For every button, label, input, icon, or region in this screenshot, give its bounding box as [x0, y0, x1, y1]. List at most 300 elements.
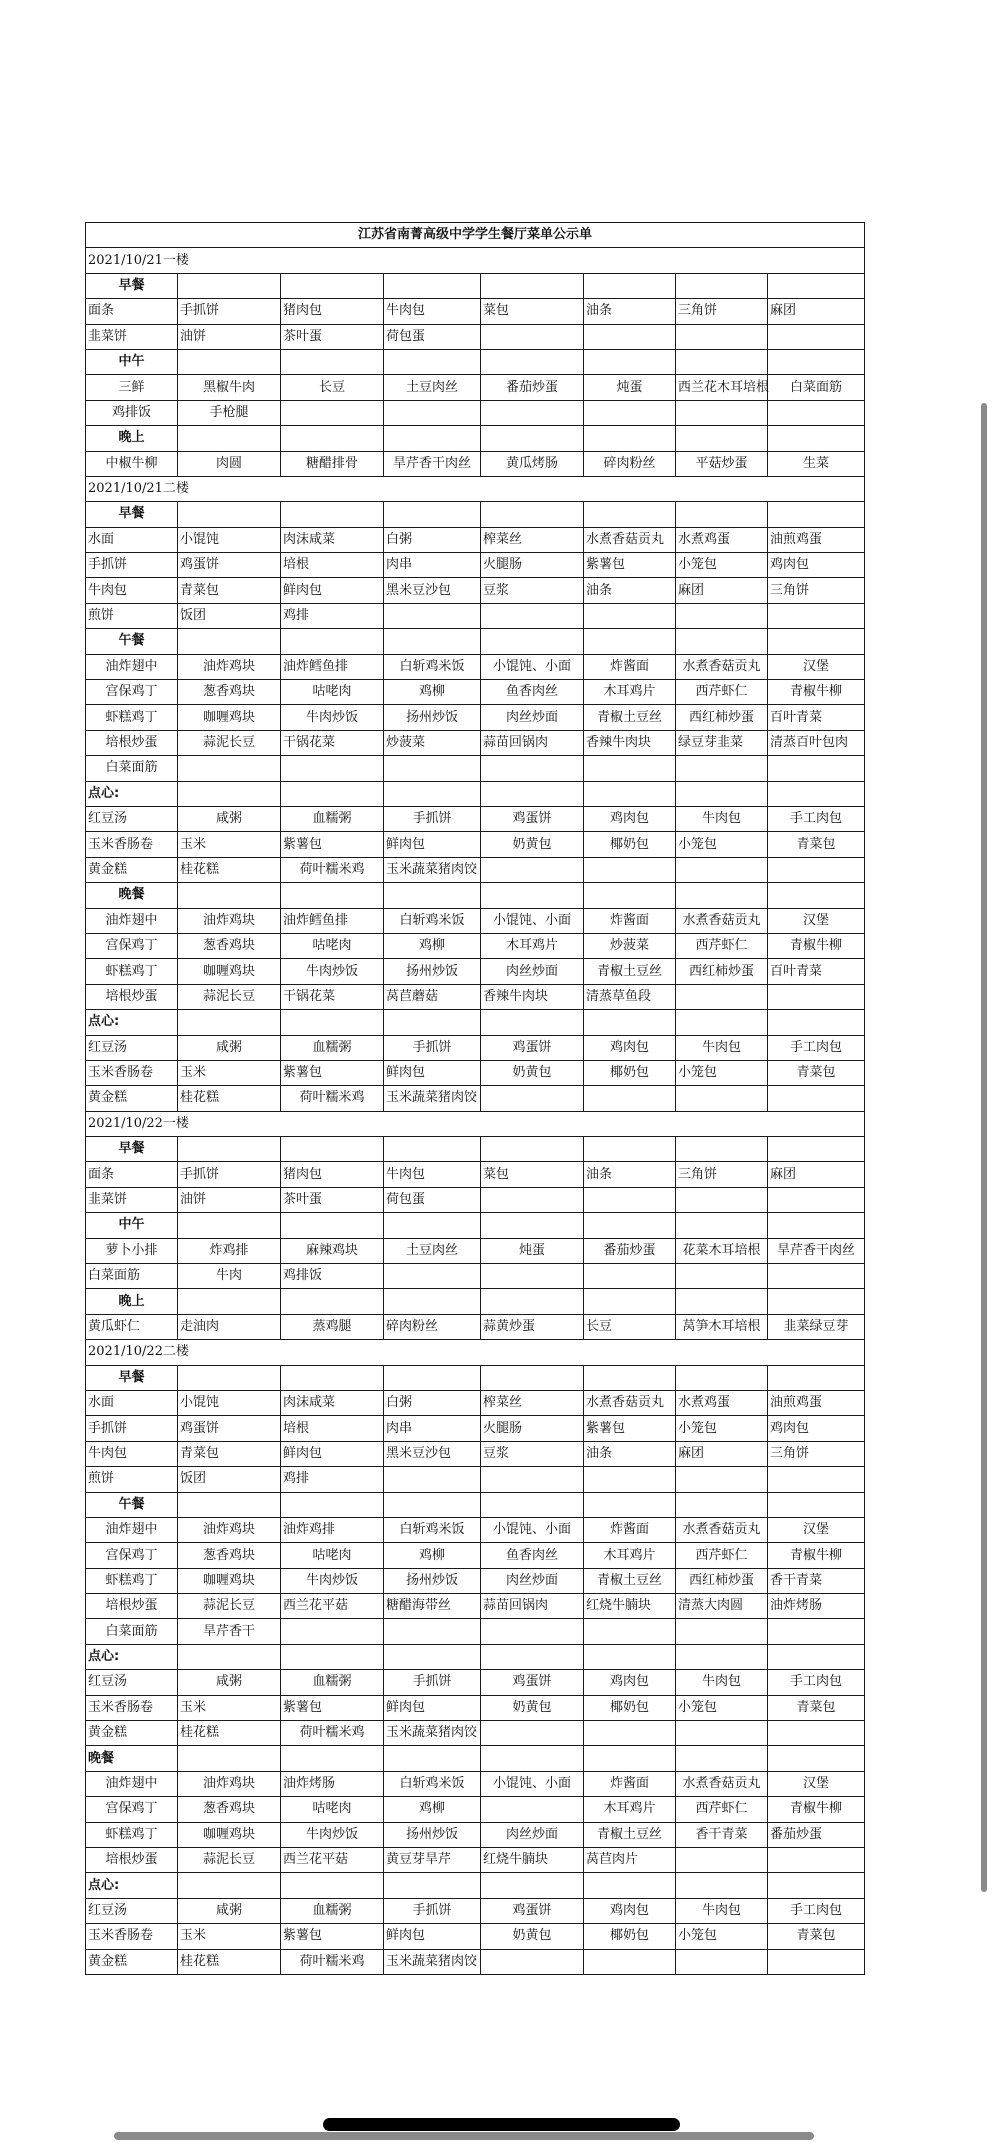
menu-item-cell [768, 1568, 865, 1593]
empty-cell [481, 1949, 584, 1974]
menu-item-cell [481, 1695, 584, 1720]
dish-name: 清蒸百叶包肉 [770, 735, 849, 750]
empty-cell [676, 857, 768, 882]
dish-name: 鲜肉包 [386, 1928, 426, 1944]
dish-name: 小馄饨、小面 [492, 912, 571, 928]
dish-name: 鸡蛋饼 [512, 1902, 552, 1918]
dish-name: 猪肉包 [283, 303, 323, 319]
menu-item-cell [281, 908, 384, 933]
empty-cell [281, 1746, 384, 1771]
empty-cell [584, 1721, 676, 1746]
menu-item-cell [86, 1035, 178, 1060]
dish-name: 碎肉粉丝 [386, 1318, 439, 1334]
menu-item-cell [178, 1314, 281, 1339]
dish-name: 碎肉粉丝 [603, 455, 656, 471]
empty-cell [281, 883, 384, 908]
dish-name: 鲜肉包 [386, 1065, 426, 1081]
menu-item-cell [481, 1594, 584, 1619]
menu-item-cell [481, 1416, 584, 1441]
empty-cell [178, 629, 281, 654]
empty-cell [178, 1746, 281, 1771]
empty-cell [768, 1848, 865, 1873]
dish-name: 牛肉包 [701, 811, 741, 827]
dish-name: 番茄炒蛋 [770, 1826, 823, 1842]
dish-name: 三鲜 [118, 379, 145, 395]
menu-row [86, 1060, 865, 1085]
empty-cell [768, 324, 865, 349]
menu-item-cell [384, 1695, 481, 1720]
empty-cell [481, 349, 584, 374]
menu-item-cell [481, 1314, 584, 1339]
dish-name: 榨菜丝 [483, 531, 523, 547]
dish-name: 鸡排饭 [283, 1268, 323, 1284]
empty-cell [768, 349, 865, 374]
meal-label: 早餐 [86, 273, 178, 298]
dish-name: 饭团 [180, 1471, 207, 1487]
dish-name: 虾糕鸡丁 [105, 1572, 158, 1588]
dish-name: 水面 [88, 531, 115, 547]
empty-cell [676, 781, 768, 806]
horizontal-scrollbar[interactable] [114, 2132, 814, 2140]
menu-item-cell [384, 1416, 481, 1441]
menu-item-cell [384, 1086, 481, 1111]
menu-item-cell [676, 908, 768, 933]
dish-name: 培根 [283, 1420, 310, 1436]
empty-cell [584, 883, 676, 908]
dish-name: 荷叶糯米鸡 [299, 1953, 365, 1969]
menu-item-cell [676, 553, 768, 578]
dish-name: 炸酱面 [609, 912, 649, 928]
menu-item-cell [281, 1949, 384, 1974]
dish-name: 血糯粥 [312, 811, 352, 827]
menu-item-cell [768, 1060, 865, 1085]
dish-name: 咕咾肉 [312, 1547, 352, 1563]
menu-item-cell [86, 832, 178, 857]
dish-name: 油炸翅中 [105, 658, 158, 674]
section-date-label: 2021/10/22二楼 [86, 1340, 865, 1365]
section-date-label: 2021/10/22一楼 [86, 1111, 865, 1136]
dish-name: 红豆汤 [88, 811, 128, 827]
menu-item-cell [768, 1517, 865, 1542]
empty-cell [281, 781, 384, 806]
menu-item-cell [584, 578, 676, 603]
empty-cell [481, 756, 584, 781]
dish-name: 蒜泥长豆 [202, 1852, 255, 1868]
dish-name: 长豆 [586, 1318, 613, 1334]
empty-cell [676, 1619, 768, 1644]
menu-item-cell [384, 1898, 481, 1923]
menu-row [86, 527, 865, 552]
dish-name: 肉丝炒面 [505, 1826, 558, 1842]
empty-cell [676, 1010, 768, 1035]
meal-header-row [86, 1873, 865, 1898]
dish-name: 水煮鸡蛋 [678, 1395, 731, 1411]
menu-item-cell [481, 1568, 584, 1593]
menu-item-cell [676, 1695, 768, 1720]
dish-name: 咕咾肉 [312, 684, 352, 700]
menu-item-cell [768, 959, 865, 984]
dish-name: 萝卜小排 [105, 1242, 158, 1258]
dish-name: 火腿肠 [483, 557, 523, 573]
menu-item-cell [281, 959, 384, 984]
meal-header-row [86, 349, 865, 374]
menu-item-cell [178, 1695, 281, 1720]
empty-cell [584, 756, 676, 781]
dish-name: 椰奶包 [609, 1699, 649, 1715]
empty-cell [584, 1289, 676, 1314]
dish-name: 青椒牛柳 [790, 938, 843, 954]
empty-cell [281, 629, 384, 654]
menu-item-cell [384, 1924, 481, 1949]
menu-row [86, 933, 865, 958]
dish-name: 培根炒蛋 [105, 988, 158, 1004]
menu-item-cell [86, 527, 178, 552]
menu-row [86, 756, 865, 781]
dish-name: 油煎鸡蛋 [770, 531, 823, 547]
dish-name: 青菜包 [796, 1699, 836, 1715]
dish-name: 虾糕鸡丁 [105, 963, 158, 979]
menu-row [86, 1467, 865, 1492]
menu-row [86, 1264, 865, 1289]
dish-name: 水煮香菇贡丸 [586, 1395, 665, 1411]
dish-name: 紫薯包 [586, 557, 626, 573]
meal-header-row [86, 1746, 865, 1771]
dish-name: 手抓饼 [412, 811, 452, 827]
menu-item-cell [86, 1543, 178, 1568]
menu-item-cell [86, 705, 178, 730]
empty-cell [584, 1365, 676, 1390]
menu-item-cell [384, 451, 481, 476]
dish-name: 土豆肉丝 [405, 1242, 458, 1258]
empty-cell [584, 273, 676, 298]
dish-name: 培根炒蛋 [105, 1852, 158, 1868]
empty-cell [281, 349, 384, 374]
dish-name: 油炸鳕鱼排 [283, 658, 349, 674]
dish-name: 汉堡 [803, 658, 830, 674]
menu-row [86, 1517, 865, 1542]
dish-name: 豆浆 [483, 1445, 510, 1461]
menu-item-cell [384, 806, 481, 831]
dish-name: 小笼包 [678, 557, 718, 573]
empty-cell [584, 349, 676, 374]
menu-item-cell [584, 984, 676, 1009]
menu-item-cell [281, 1543, 384, 1568]
menu-item-cell [384, 1035, 481, 1060]
empty-cell [384, 1137, 481, 1162]
empty-cell [281, 1213, 384, 1238]
menu-item-cell [768, 806, 865, 831]
dish-name: 咖喱鸡块 [202, 1826, 255, 1842]
dish-name: 红豆汤 [88, 1674, 128, 1690]
menu-item-cell [584, 1924, 676, 1949]
menu-item-cell [768, 908, 865, 933]
menu-item-cell [86, 1695, 178, 1720]
menu-item-cell [768, 1314, 865, 1339]
menu-item-cell [281, 1848, 384, 1873]
meal-label: 午餐 [86, 1492, 178, 1517]
dish-name: 紫薯包 [283, 1065, 323, 1081]
menu-item-cell [178, 1898, 281, 1923]
dish-name: 走油肉 [180, 1318, 220, 1334]
empty-cell [676, 1644, 768, 1669]
dish-name: 小馄饨、小面 [492, 1776, 571, 1792]
empty-cell [281, 1492, 384, 1517]
menu-item-cell [481, 1060, 584, 1085]
empty-cell [481, 1797, 584, 1822]
menu-item-cell [178, 1390, 281, 1415]
menu-item-cell [86, 1238, 178, 1263]
dish-name: 菜包 [483, 303, 510, 319]
empty-cell [281, 1619, 384, 1644]
dish-name: 西兰花木耳培根 [678, 379, 770, 395]
dish-name: 炖蛋 [616, 379, 643, 395]
menu-item-cell [281, 1238, 384, 1263]
dish-name: 番茄炒蛋 [505, 379, 558, 395]
menu-item-cell [768, 832, 865, 857]
menu-item-cell [86, 1060, 178, 1085]
menu-row [86, 959, 865, 984]
empty-cell [178, 349, 281, 374]
menu-item-cell [86, 553, 178, 578]
dish-name: 麻团 [678, 582, 705, 598]
menu-item-cell [86, 1517, 178, 1542]
dish-name: 肉丝炒面 [505, 963, 558, 979]
menu-item-cell [384, 1771, 481, 1796]
empty-cell [384, 1644, 481, 1669]
dish-name: 旱芹香干 [202, 1623, 255, 1639]
home-indicator[interactable] [323, 2118, 680, 2131]
menu-item-cell [86, 1264, 178, 1289]
dish-name: 香干青菜 [770, 1572, 823, 1588]
empty-cell [768, 857, 865, 882]
dish-name: 香辣牛肉块 [586, 735, 652, 750]
menu-item-cell [281, 375, 384, 400]
dish-name: 油炸翅中 [105, 1522, 158, 1538]
menu-row [86, 857, 865, 882]
meal-label: 中午 [86, 1213, 178, 1238]
menu-item-cell [178, 1568, 281, 1593]
menu-item-cell [584, 1060, 676, 1085]
menu-item-cell [584, 1517, 676, 1542]
dish-name: 木耳鸡片 [603, 684, 656, 700]
menu-item-cell [178, 451, 281, 476]
dish-name: 咖喱鸡块 [202, 963, 255, 979]
empty-cell [178, 781, 281, 806]
dish-name: 汉堡 [803, 1522, 830, 1538]
menu-item-cell [768, 654, 865, 679]
dish-name: 油炸翅中 [105, 912, 158, 928]
menu-item-cell [481, 553, 584, 578]
empty-cell [768, 1467, 865, 1492]
menu-item-cell [384, 1060, 481, 1085]
dish-name: 油条 [586, 1445, 613, 1461]
menu-item-cell [584, 553, 676, 578]
menu-row [86, 1721, 865, 1746]
empty-cell [384, 1492, 481, 1517]
meal-label: 晚餐 [86, 883, 178, 908]
menu-item-cell [584, 1162, 676, 1187]
empty-cell [281, 1010, 384, 1035]
dish-name: 平菇炒蛋 [695, 455, 748, 471]
empty-cell [281, 1289, 384, 1314]
dish-name: 鸡蛋饼 [180, 557, 220, 573]
empty-cell [676, 756, 768, 781]
menu-item-cell [768, 1441, 865, 1466]
menu-item-cell [584, 1568, 676, 1593]
menu-row [86, 1619, 865, 1644]
empty-cell [384, 1264, 481, 1289]
menu-item-cell [86, 299, 178, 324]
menu-item-cell [768, 933, 865, 958]
empty-cell [481, 857, 584, 882]
dish-name: 西兰花平菇 [283, 1852, 349, 1868]
menu-row [86, 400, 865, 425]
dish-name: 黄金糕 [88, 861, 128, 877]
menu-item-cell [281, 1721, 384, 1746]
menu-item-cell [676, 959, 768, 984]
dish-name: 鸡肉包 [609, 1674, 649, 1690]
menu-item-cell [178, 1467, 281, 1492]
menu-item-cell [584, 451, 676, 476]
menu-item-cell [676, 1543, 768, 1568]
empty-cell [481, 603, 584, 628]
dish-name: 水煮香菇贡丸 [682, 1522, 761, 1538]
menu-item-cell [86, 603, 178, 628]
dish-name: 西红柿炒蛋 [688, 709, 754, 725]
empty-cell [384, 1010, 481, 1035]
empty-cell [481, 400, 584, 425]
empty-cell [676, 883, 768, 908]
empty-cell [584, 1086, 676, 1111]
dish-name: 荷包蛋 [386, 328, 426, 344]
empty-cell [584, 502, 676, 527]
empty-cell [481, 1721, 584, 1746]
dish-name: 西红柿炒蛋 [688, 1572, 754, 1588]
empty-cell [384, 756, 481, 781]
dish-name: 肉串 [386, 557, 413, 573]
dish-name: 鸡肉包 [609, 811, 649, 827]
menu-item-cell [178, 1162, 281, 1187]
menu-item-cell [584, 680, 676, 705]
dish-name: 麻团 [770, 303, 797, 319]
empty-cell [768, 1010, 865, 1035]
menu-item-cell [178, 832, 281, 857]
dish-name: 青椒土豆丝 [596, 963, 662, 979]
menu-item-cell [281, 1670, 384, 1695]
empty-cell [281, 1365, 384, 1390]
menu-item-cell [584, 1670, 676, 1695]
menu-item-cell [481, 1390, 584, 1415]
empty-cell [584, 629, 676, 654]
menu-item-cell [178, 1264, 281, 1289]
menu-item-cell [481, 680, 584, 705]
vertical-scrollbar[interactable] [981, 403, 987, 1892]
dish-name: 葱香鸡块 [202, 1547, 255, 1563]
menu-item-cell [768, 1035, 865, 1060]
menu-item-cell [384, 959, 481, 984]
dish-name: 西芹虾仁 [695, 684, 748, 700]
menu-item-cell [281, 1517, 384, 1542]
menu-row [86, 1416, 865, 1441]
menu-item-cell [676, 1060, 768, 1085]
menu-item-cell [281, 553, 384, 578]
dish-name: 小笼包 [678, 1420, 718, 1436]
menu-item-cell [281, 1594, 384, 1619]
menu-row [86, 578, 865, 603]
dish-name: 手抓饼 [88, 1420, 128, 1436]
dish-name: 水煮香菇贡丸 [682, 912, 761, 928]
dish-name: 白粥 [386, 531, 413, 547]
menu-item-cell [481, 299, 584, 324]
dish-name: 手抓饼 [180, 303, 220, 319]
dish-name: 韭菜绿豆芽 [783, 1318, 849, 1334]
dish-name: 油炸翅中 [105, 1776, 158, 1792]
empty-cell [584, 603, 676, 628]
dish-name: 葱香鸡块 [202, 1801, 255, 1817]
menu-item-cell [676, 1416, 768, 1441]
dish-name: 火腿肠 [483, 1420, 523, 1436]
dish-name: 椰奶包 [609, 1928, 649, 1944]
dish-name: 白菜面筋 [105, 760, 158, 776]
dish-name: 玉米 [180, 1928, 207, 1944]
menu-sheet [85, 222, 864, 1975]
dish-name: 咸粥 [215, 811, 242, 827]
dish-name: 鲜肉包 [283, 1445, 323, 1461]
dish-name: 肉沫咸菜 [283, 531, 336, 547]
menu-item-cell [384, 527, 481, 552]
menu-row [86, 375, 865, 400]
menu-row [86, 1162, 865, 1187]
empty-cell [281, 1873, 384, 1898]
empty-cell [281, 756, 384, 781]
meal-header-row [86, 1644, 865, 1669]
dish-name: 牛肉包 [701, 1674, 741, 1690]
empty-cell [676, 1746, 768, 1771]
menu-item-cell [281, 1314, 384, 1339]
menu-row [86, 1797, 865, 1822]
dish-name: 血糯粥 [312, 1039, 352, 1055]
empty-cell [584, 857, 676, 882]
menu-item-cell [178, 1086, 281, 1111]
empty-cell [481, 1086, 584, 1111]
menu-row [86, 654, 865, 679]
date-row [86, 476, 865, 501]
dish-name: 油炸烤肠 [283, 1776, 336, 1792]
dish-name: 番茄炒蛋 [603, 1242, 656, 1258]
dish-name: 蒜泥长豆 [202, 1598, 255, 1614]
menu-item-cell [481, 1771, 584, 1796]
menu-item-cell [384, 553, 481, 578]
menu-item-cell [281, 1771, 384, 1796]
menu-item-cell [584, 1594, 676, 1619]
menu-row [86, 1924, 865, 1949]
menu-item-cell [178, 553, 281, 578]
dish-name: 旱芹香干肉丝 [392, 455, 471, 471]
empty-cell [676, 1949, 768, 1974]
dish-name: 手抓饼 [412, 1039, 452, 1055]
empty-cell [676, 1213, 768, 1238]
dish-name: 蒜黄炒蛋 [483, 1318, 536, 1334]
menu-item-cell [178, 578, 281, 603]
menu-item-cell [584, 1695, 676, 1720]
dish-name: 油条 [586, 582, 613, 598]
dish-name: 鸡肉包 [770, 557, 810, 573]
menu-item-cell [281, 299, 384, 324]
menu-item-cell [768, 1543, 865, 1568]
dish-name: 奶黄包 [512, 1928, 552, 1944]
empty-cell [676, 1873, 768, 1898]
dish-name: 咖喱鸡块 [202, 709, 255, 725]
